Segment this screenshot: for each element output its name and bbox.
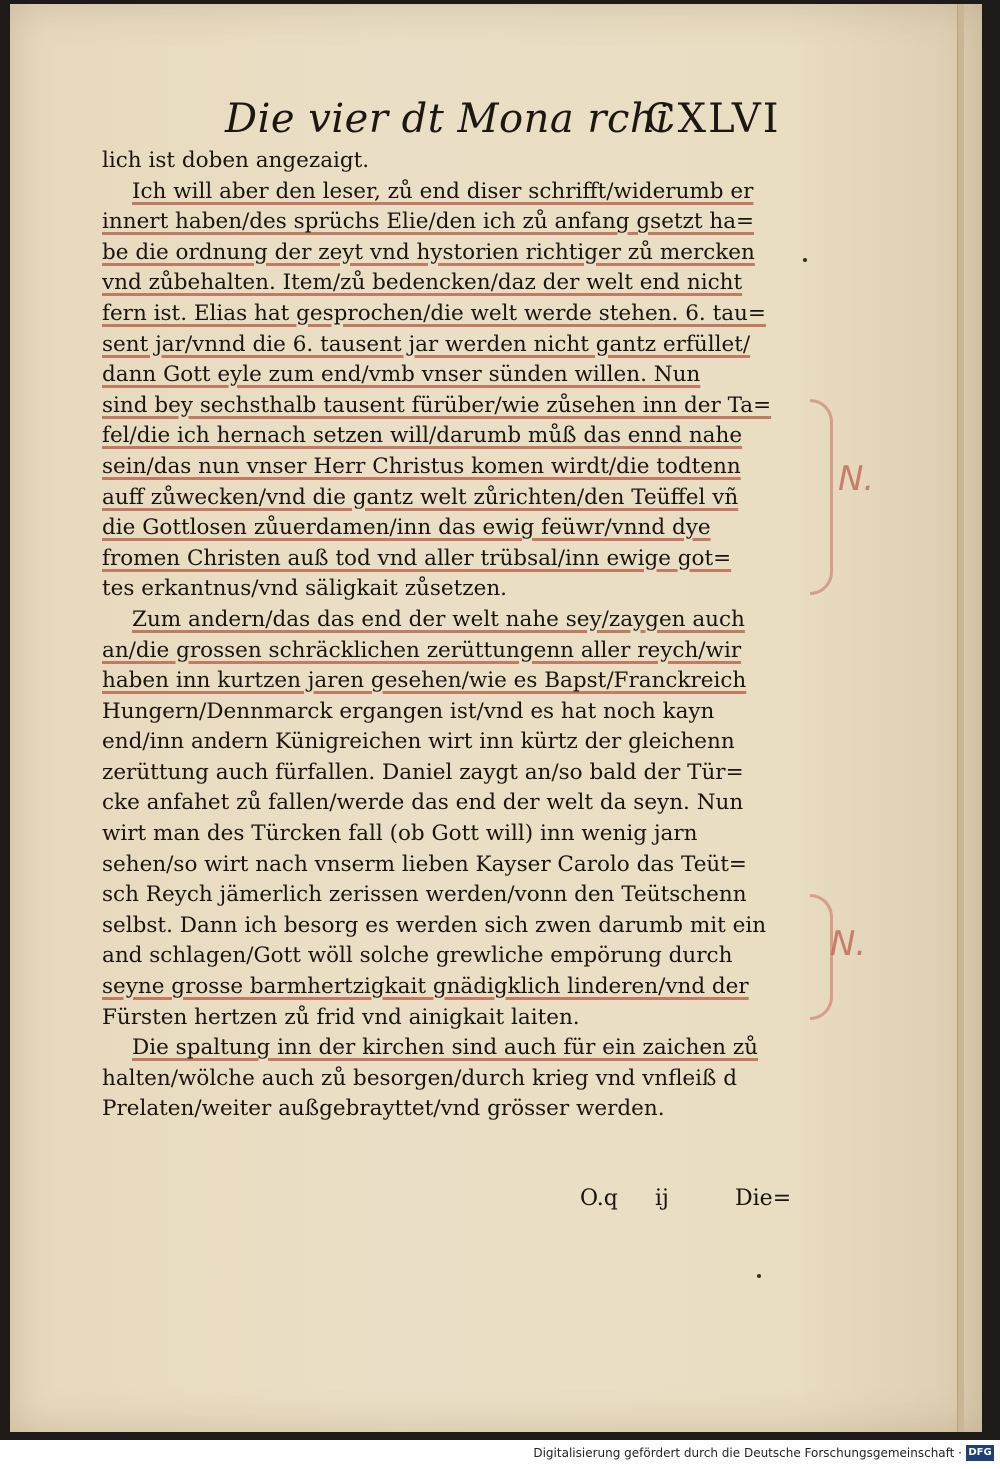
text-line: fern ist. Elias hat gesprochen/die welt werde stehen. 6. tau= [102, 300, 766, 326]
text-line: halten/wölche auch zů besorgen/durch krieg vnd vnfleiß d [102, 1065, 737, 1091]
signature-number: ij [655, 1186, 669, 1211]
text-line: dann Gott eyle zum end/vmb vnser sünden willen. Nun [102, 362, 701, 388]
text-line: sehen/so wirt nach vnserm lieben Kayser Carolo das Teüt= [102, 851, 747, 877]
text-line: innert haben/des sprüchs Elie/den ich zů anfang gsetzt ha= [102, 209, 755, 235]
catchword: Die= [735, 1186, 792, 1211]
text-line: an/die grossen schräcklichen zerüttungenn aller reych/wir [102, 637, 742, 663]
page-header [225, 96, 825, 146]
text-line: sent jar/vnnd die 6. tausent jar werden nicht gantz erfüllet/ [102, 331, 751, 357]
signature-mark: O.q [580, 1186, 618, 1211]
text-line: seyne grosse barmhertzigkait gnädigklich linderen/vnd der [102, 974, 749, 1000]
text-line: and schlagen/Gott wöll solche grewliche empörung durch [102, 943, 733, 969]
text-line: die Gottlosen zůuerdamen/inn das ewig feüwr/vnnd dye [102, 515, 711, 541]
text-line: Die spaltung inn der kirchen sind auch für ein zaichen zů [132, 1035, 758, 1061]
margin-note: N. [830, 924, 867, 964]
ink-speck [803, 258, 807, 262]
text-line: sind bey sechsthalb tausent fürüber/wie zůsehen inn der Ta= [102, 392, 772, 418]
text-line: selbst. Dann ich besorg es werden sich zwen darumb mit ein [102, 912, 767, 938]
text-line: zerüttung auch fürfallen. Daniel zaygt an/so bald der Tür= [102, 759, 744, 785]
folio-number: CXLVI [645, 96, 781, 142]
text-line: Ich will aber den leser, zů end diser schrifft/widerumb er [132, 178, 754, 204]
text-line: sch Reych jämerlich zerissen werden/vonn den Teütschenn [102, 882, 747, 908]
text-line: sein/das nun vnser Herr Christus komen wirdt/die todtenn [102, 453, 741, 479]
running-head: Die vier dt Mona rchi [225, 96, 670, 142]
text-line: Zum andern/das das end der welt nahe sey/zaygen auch [132, 606, 745, 632]
page-edge [957, 4, 964, 1432]
margin-bracket [810, 399, 833, 595]
footer-bar [0, 1440, 1000, 1469]
text-line: Fürsten hertzen zů frid vnd ainigkait laiten. [102, 1004, 580, 1030]
margin-note: N. [838, 459, 875, 499]
text-line: Prelaten/weiter außgebrayttet/vnd grösser werden. [102, 1096, 665, 1122]
text-line: fel/die ich hernach setzen will/darumb můß das ennd nahe [102, 423, 743, 449]
text-line: haben inn kurtzen jaren gesehen/wie es Bapst/Franckreich [102, 668, 747, 694]
text-line: Hungern/Dennmarck ergangen ist/vnd es hat noch kayn [102, 698, 715, 724]
text-line: vnd zůbehalten. Item/zů bedencken/daz der welt end nicht [102, 270, 743, 296]
text-line: wirt man des Türcken fall (ob Gott will) inn wenig jarn [102, 821, 698, 847]
text-line: auff zůwecken/vnd die gantz welt zůrichten/den Teüffel vñ [102, 484, 739, 510]
text-line: end/inn andern Künigreichen wirt inn kürtz der gleichenn [102, 729, 735, 755]
book-page [10, 4, 982, 1432]
text-line: lich ist doben angezaigt. [102, 148, 370, 173]
dfg-logo: DFG [966, 1445, 994, 1461]
footer-credit: Digitalisierung gefördert durch die Deutsche Forschungsgemeinschaft · [533, 1446, 962, 1460]
text-line: cke anfahet zů fallen/werde das end der welt da seyn. Nun [102, 790, 744, 816]
text-line: be die ordnung der zeyt vnd hystorien richtiger zů mercken [102, 239, 755, 265]
text-line: tes erkantnus/vnd säligkait zůsetzen. [102, 576, 507, 602]
ink-speck [757, 1274, 761, 1278]
text-line: fromen Christen auß tod vnd aller trübsal/inn ewige got= [102, 545, 732, 571]
text-block [102, 146, 802, 1125]
